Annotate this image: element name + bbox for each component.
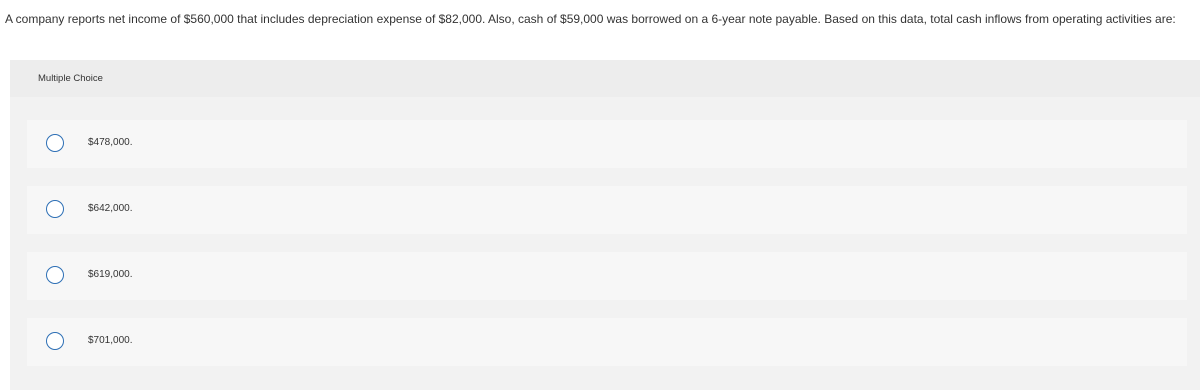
radio-button-icon[interactable] bbox=[46, 134, 64, 152]
radio-button-icon[interactable] bbox=[46, 332, 64, 350]
choice-option-4[interactable] bbox=[27, 318, 1187, 366]
choice-label: $619,000. bbox=[88, 269, 133, 280]
choice-option-1[interactable] bbox=[27, 120, 1187, 168]
choice-label: $642,000. bbox=[88, 203, 133, 214]
choice-option-2[interactable] bbox=[27, 186, 1187, 234]
radio-button-icon[interactable] bbox=[46, 200, 64, 218]
choice-label: $701,000. bbox=[88, 335, 133, 346]
choice-option-3[interactable] bbox=[27, 252, 1187, 300]
multiple-choice-panel bbox=[10, 60, 1200, 390]
multiple-choice-header bbox=[10, 60, 1200, 97]
radio-button-icon[interactable] bbox=[46, 266, 64, 284]
multiple-choice-label: Multiple Choice bbox=[38, 73, 103, 84]
question-text: A company reports net income of $560,000 that includes depreciation expense of $82,000. Also, cash of $59,000 was borrowed on a 6-year note payable. Based on this data, total cash inflows from operating activities are: bbox=[5, 12, 1176, 26]
choice-label: $478,000. bbox=[88, 137, 133, 148]
